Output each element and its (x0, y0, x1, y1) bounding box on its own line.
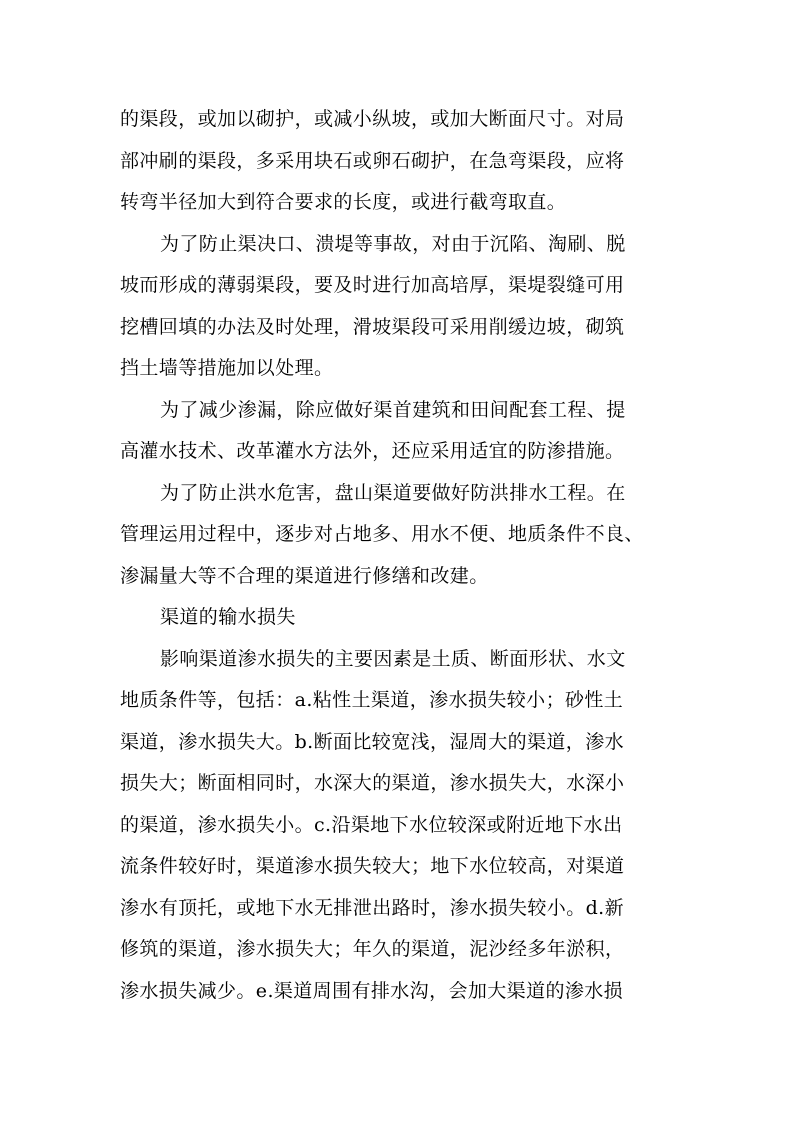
text-line: 高灌水技术、改革灌水方法外，还应采用适宜的防渗措施。 (120, 440, 625, 462)
text-line: 为了防止渠决口、溃堤等事故，对由于沉陷、淘刷、脱 (160, 233, 626, 255)
text-line: 损失大；断面相同时，水深大的渠道，渗水损失大，水深小 (120, 772, 625, 794)
text-line: 修筑的渠道，渗水损失大；年久的渠道，泥沙经多年淤积， (120, 938, 625, 960)
text-line: 渠道，渗水损失大。b.断面比较宽浅，湿周大的渠道，渗水 (120, 731, 625, 753)
text-line: 管理运用过程中，逐步对占地多、用水不便、地质条件不良、 (120, 523, 644, 545)
text-line: 的渠道，渗水损失小。c.沿渠地下水位较深或附近地下水出 (120, 814, 623, 836)
text-line: 渗水损失减少。e.渠道周围有排水沟，会加大渠道的渗水损 (120, 980, 624, 1002)
text-line: 为了防止洪水危害，盘山渠道要做好防洪排水工程。在 (160, 482, 626, 504)
text-line: 为了减少渗漏，除应做好渠首建筑和田间配套工程、提 (160, 399, 626, 421)
text-line: 挡土墙等措施加以处理。 (120, 357, 334, 379)
text-line: 渗水有顶托，或地下水无排泄出路时，渗水损失较小。d.新 (120, 897, 625, 919)
text-line: 地质条件等，包括：a.粘性土渠道，渗水损失较小；砂性土 (120, 689, 624, 711)
text-line: 转弯半径加大到符合要求的长度，或进行截弯取直。 (120, 191, 567, 213)
text-line: 的渠段，或加以砌护，或减小纵坡，或加大断面尺寸。对局 (120, 108, 625, 130)
text-line: 流条件较好时，渠道渗水损失较大；地下水位较高，对渠道 (120, 855, 625, 877)
text-line: 坡而形成的薄弱渠段，要及时进行加高培厚，渠堤裂缝可用 (120, 274, 625, 296)
text-line: 挖槽回填的办法及时处理，滑坡渠段可采用削缓边坡，砌筑 (120, 316, 625, 338)
text-line: 渗漏量大等不合理的渠道进行修缮和改建。 (120, 565, 489, 587)
section-heading: 渠道的输水损失 (160, 606, 296, 628)
text-line: 部冲刷的渠段，多采用块石或卵石砌护，在急弯渠段，应将 (120, 150, 625, 172)
text-line: 影响渠道渗水损失的主要因素是土质、断面形状、水文 (160, 648, 626, 670)
